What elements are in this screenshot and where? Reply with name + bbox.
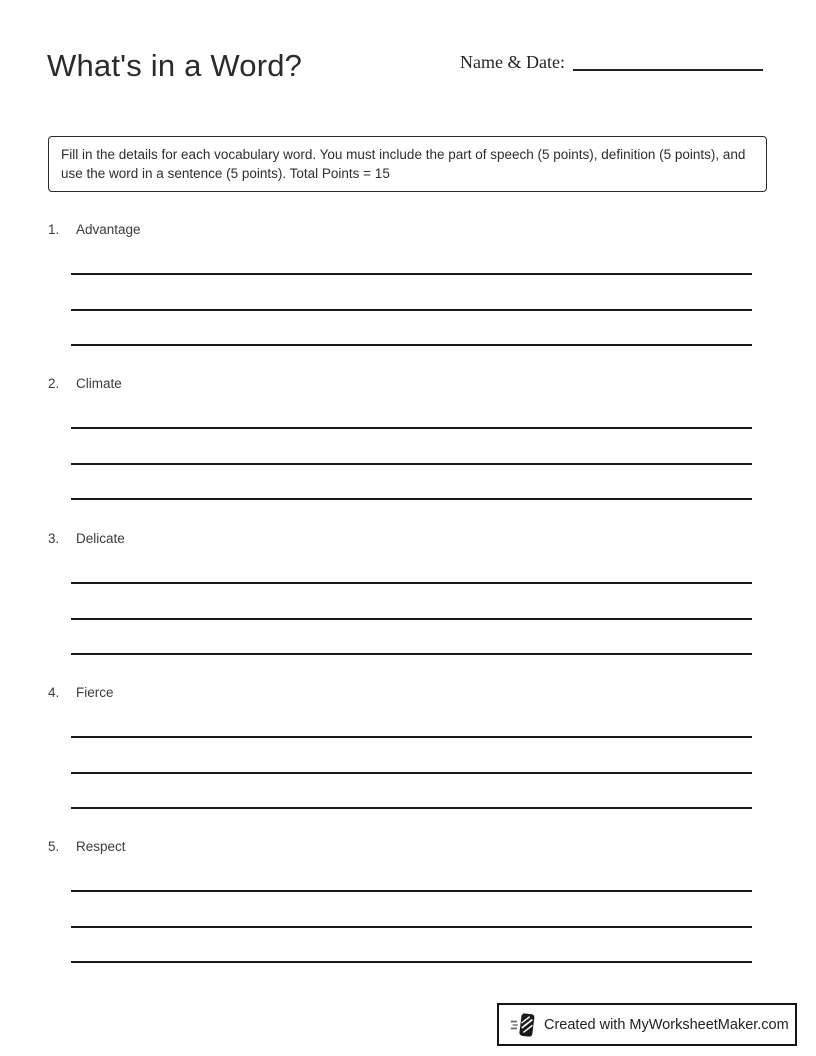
answer-line <box>71 807 752 809</box>
word-label <box>48 222 141 237</box>
answer-line <box>71 618 752 620</box>
word-label <box>48 376 122 391</box>
answer-line <box>71 926 752 928</box>
instructions-box <box>48 136 767 192</box>
word-label <box>48 685 114 700</box>
word-text: Climate <box>76 376 122 391</box>
page-title: What's in a Word? <box>47 48 303 83</box>
worksheet-maker-badge[interactable] <box>497 1003 797 1046</box>
instructions-text: Fill in the details for each vocabulary word. You must include the part of speech (5 points), definition (5 points), and use the word in a sentence (5 points). Total Points = 15 <box>61 147 746 181</box>
answer-line <box>71 344 752 346</box>
word-text: Respect <box>76 839 126 854</box>
word-number: 4. <box>48 685 60 700</box>
word-label <box>48 839 126 854</box>
answer-line <box>71 772 752 774</box>
word-text: Fierce <box>76 685 114 700</box>
answer-line <box>71 890 752 892</box>
word-text: Advantage <box>76 222 141 237</box>
answer-line <box>71 498 752 500</box>
word-item <box>48 685 768 815</box>
word-item <box>48 376 768 506</box>
badge-text: Created with MyWorksheetMaker.com <box>544 1016 789 1033</box>
name-date-field <box>460 52 763 73</box>
name-date-blank-line <box>573 69 763 71</box>
answer-line <box>71 463 752 465</box>
word-number: 3. <box>48 531 60 546</box>
word-item <box>48 531 768 661</box>
word-item <box>48 222 768 352</box>
word-number: 2. <box>48 376 60 391</box>
word-text: Delicate <box>76 531 125 546</box>
answer-line <box>71 427 752 429</box>
word-number: 5. <box>48 839 60 854</box>
word-number: 1. <box>48 222 60 237</box>
name-date-label: Name & Date: <box>460 52 565 72</box>
answer-line <box>71 273 752 275</box>
word-item <box>48 839 768 969</box>
word-label <box>48 531 125 546</box>
answer-line <box>71 309 752 311</box>
answer-line <box>71 736 752 738</box>
worksheet-maker-logo-icon <box>510 1011 536 1039</box>
answer-line <box>71 653 752 655</box>
answer-line <box>71 582 752 584</box>
answer-line <box>71 961 752 963</box>
